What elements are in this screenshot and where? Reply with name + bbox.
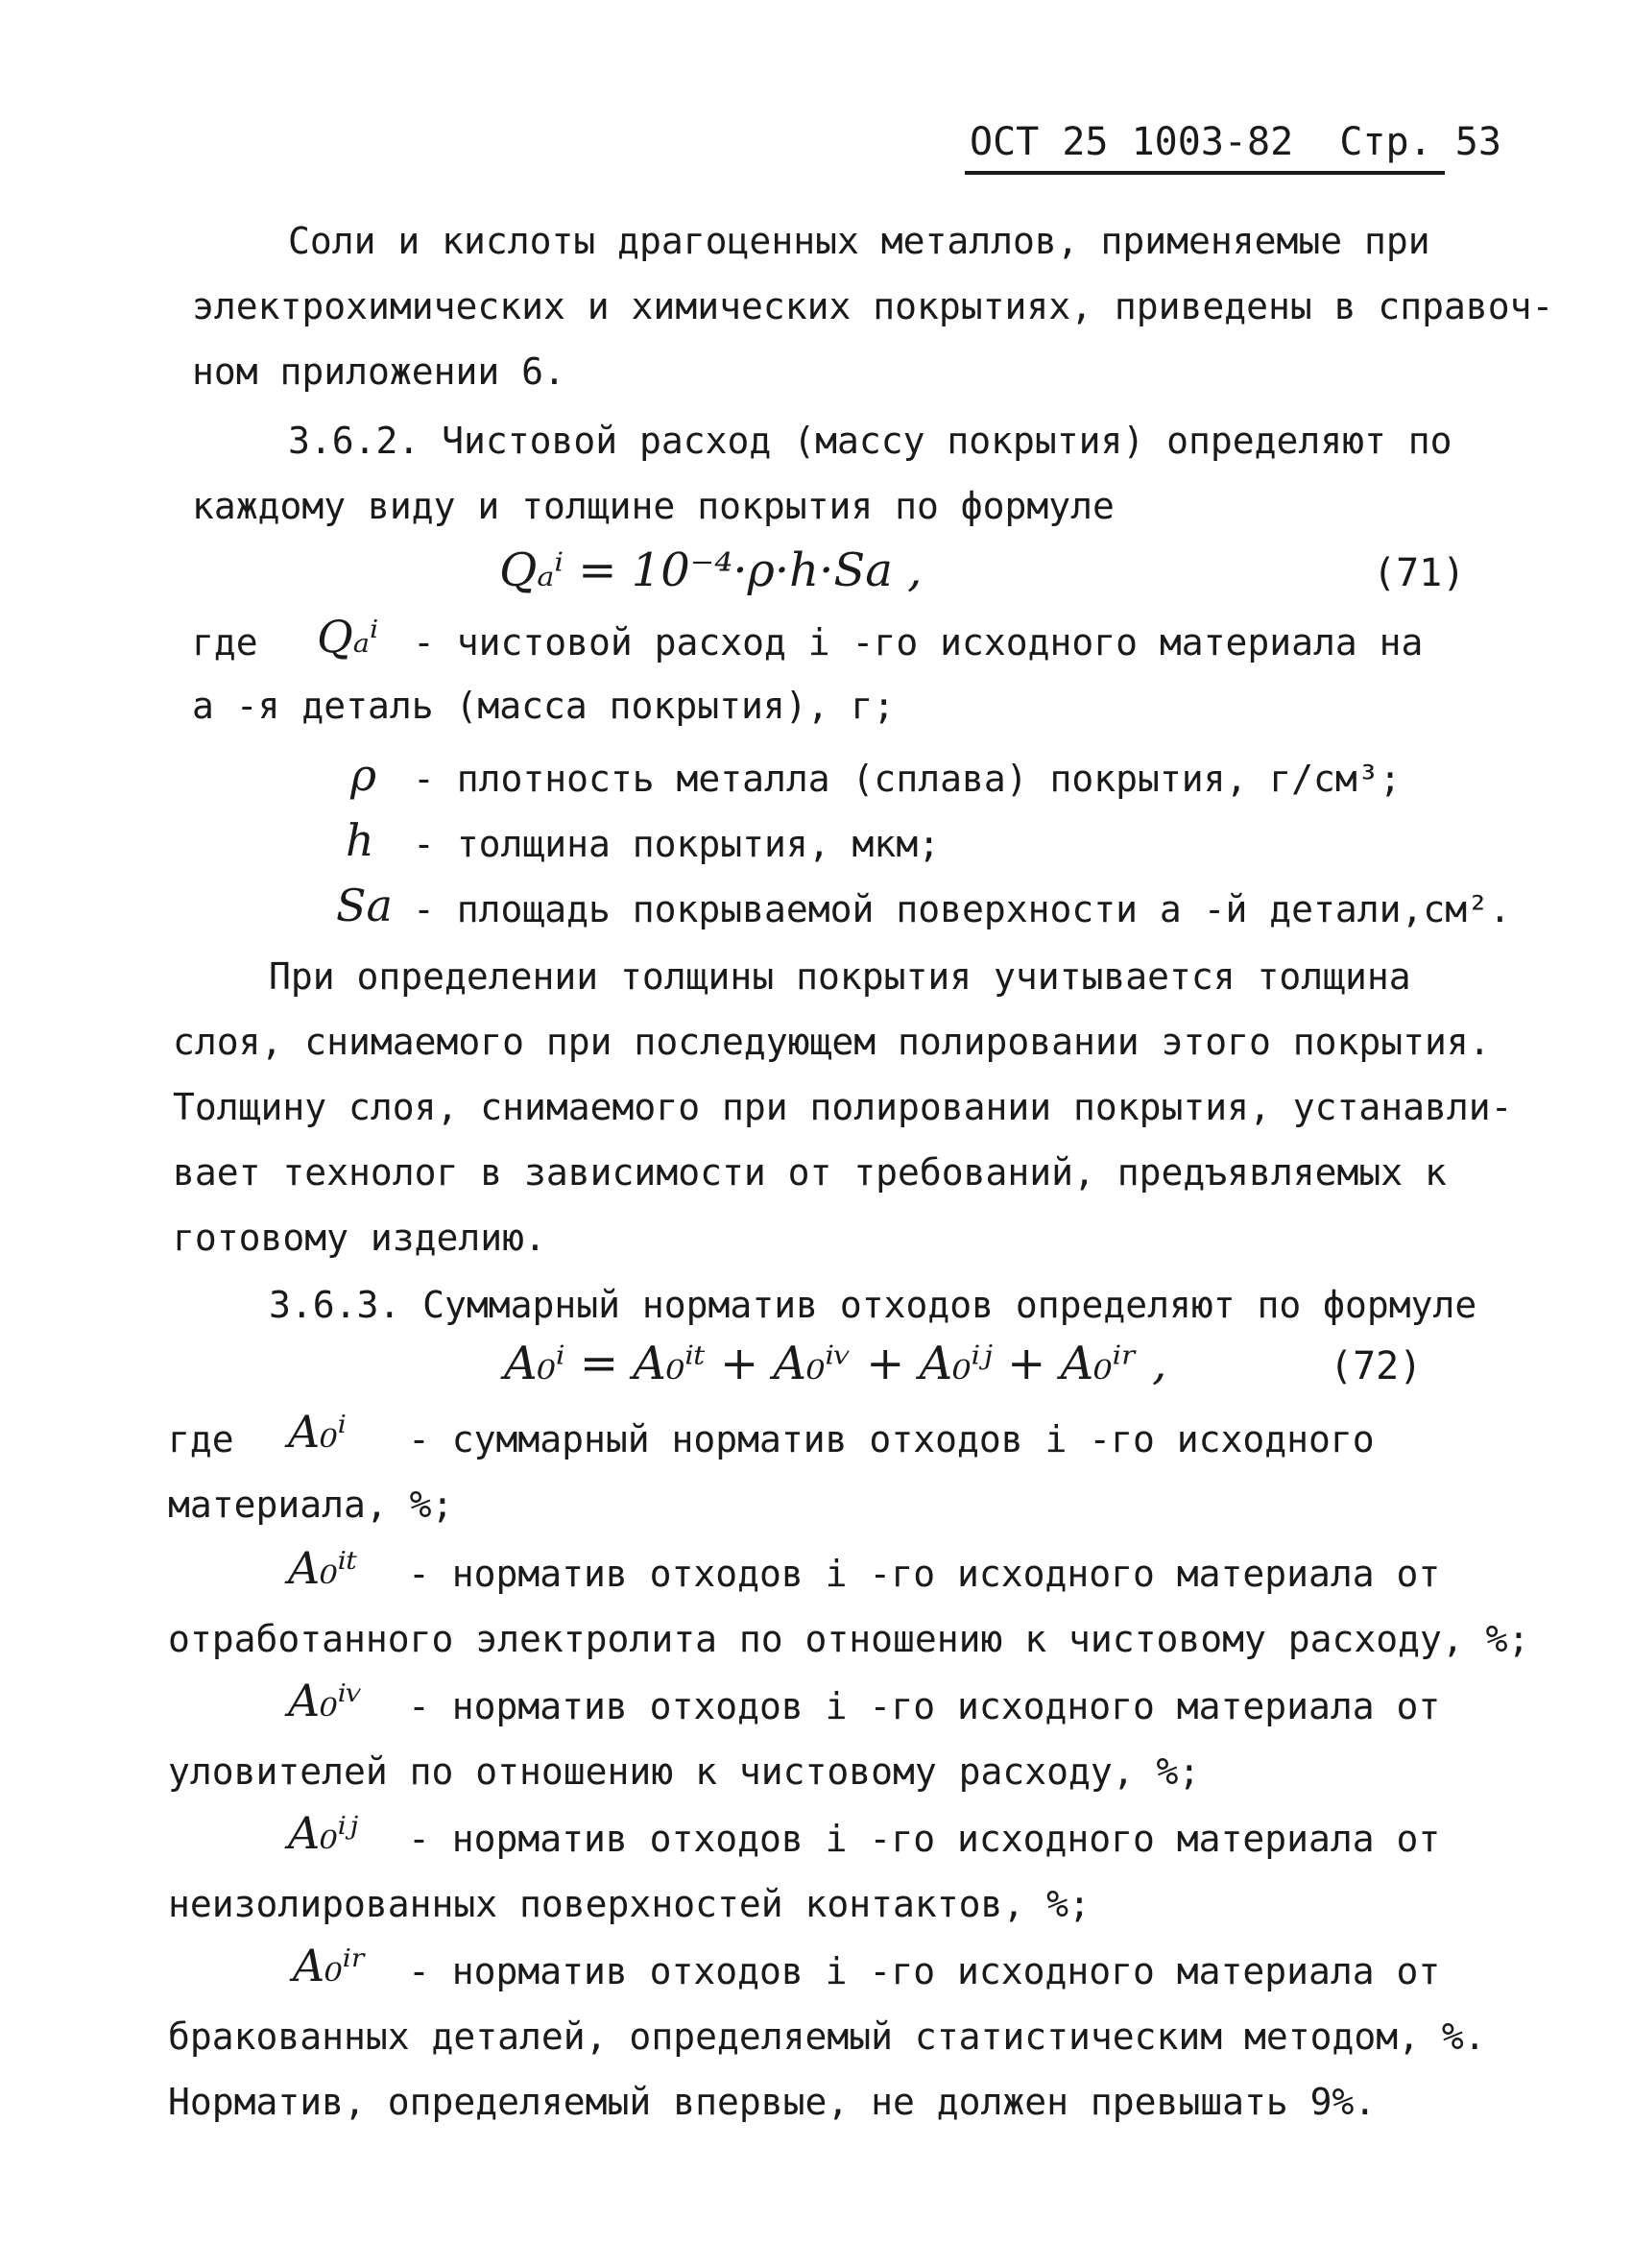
symbol-A0iv: A₀ⁱᵛ	[288, 1675, 364, 1726]
symbol-A0i: A₀ⁱ	[288, 1406, 347, 1458]
symbol-rho: ρ	[350, 749, 377, 801]
page-number: Стр. 53	[1339, 120, 1501, 164]
symbol-A0ir: A₀ⁱʳ	[293, 1940, 367, 1991]
def-A0ir-line-1: - норматив отходов i -го исходного материала от	[408, 1950, 1441, 1992]
formula-72: A₀ⁱ = A₀ⁱᵗ + A₀ⁱᵛ + A₀ⁱʲ + A₀ⁱʳ ,	[504, 1337, 1167, 1390]
def-A0iv-line-2: уловителей по отношению к чистовому расходу, %;	[168, 1750, 1201, 1793]
def-A0ir-line-3: Норматив, определяемый впервые, не должен превышать 9%.	[168, 2081, 1377, 2123]
def-A0it-line-1: - норматив отходов i -го исходного материала от	[408, 1553, 1441, 1595]
intro-line-1: Соли и кислоты драгоценных металлов, применяемые при	[288, 220, 1430, 262]
section-362-line-1: 3.6.2. Чистовой расход (массу покрытия) определяют по	[288, 420, 1452, 462]
def-A0i-line-1: - суммарный норматив отходов i -го исходного	[408, 1418, 1375, 1460]
def-A0iv-line-1: - норматив отходов i -го исходного материала от	[408, 1685, 1441, 1727]
formula-71: Qₐⁱ = 10⁻⁴·ρ·h·Sa ,	[499, 543, 923, 597]
section-362-line-2: каждому виду и толщине покрытия по формуле	[192, 485, 1115, 527]
symbol-h: h	[346, 814, 374, 866]
document-header	[970, 120, 1501, 164]
def-A0it-line-2: отработанного электролита по отношению к чистовому расходу, %;	[168, 1618, 1530, 1660]
def-A0ij-line-2: неизолированных поверхностей контактов, %;	[168, 1883, 1091, 1925]
def-h: - толщина покрытия, мкм;	[413, 823, 941, 865]
intro-line-3: ном приложении 6.	[192, 350, 565, 393]
def-Sa: - площадь покрываемой поверхности a -й детали,см².	[413, 888, 1511, 930]
para-line-1: При определении толщины покрытия учитывается толщина	[269, 955, 1411, 998]
header-underline	[965, 171, 1445, 175]
def-Q-line-2: a -я деталь (масса покрытия), г;	[192, 685, 896, 727]
intro-line-2: электрохимических и химических покрытиях, приведены в справоч-	[192, 285, 1554, 327]
symbol-Q: Qₐⁱ	[317, 611, 379, 663]
symbol-A0it: A₀ⁱᵗ	[288, 1542, 358, 1594]
para-line-4: вает технолог в зависимости от требований, предъявляемых к	[173, 1151, 1447, 1194]
def-A0i-line-2: материала, %;	[168, 1484, 454, 1526]
equation-number-71: (71)	[1373, 551, 1466, 595]
standard-number: ОСТ 25 1003-82	[970, 120, 1294, 164]
para-line-3: Толщину слоя, снимаемого при полировании покрытия, устанавли-	[173, 1086, 1513, 1128]
symbol-Sa: Sa	[336, 880, 393, 931]
def-A0ir-line-2: бракованных деталей, определяемый статистическим методом, %.	[168, 2015, 1486, 2058]
equation-number-72: (72)	[1330, 1344, 1423, 1388]
para-line-5: готовому изделию.	[173, 1217, 546, 1259]
def-A0ij-line-1: - норматив отходов i -го исходного материала от	[408, 1818, 1441, 1860]
para-line-2: слоя, снимаемого при последующем полировании этого покрытия.	[173, 1021, 1491, 1063]
symbol-A0ij: A₀ⁱʲ	[288, 1807, 359, 1859]
where-label-72: где	[168, 1418, 234, 1460]
where-label-71: где	[192, 621, 258, 664]
section-363-line-1: 3.6.3. Суммарный норматив отходов определяют по формуле	[269, 1284, 1477, 1326]
def-Q-line-1: - чистовой расход i -го исходного материала на	[413, 621, 1424, 664]
def-rho: - плотность металла (сплава) покрытия, г/см³;	[413, 758, 1402, 800]
